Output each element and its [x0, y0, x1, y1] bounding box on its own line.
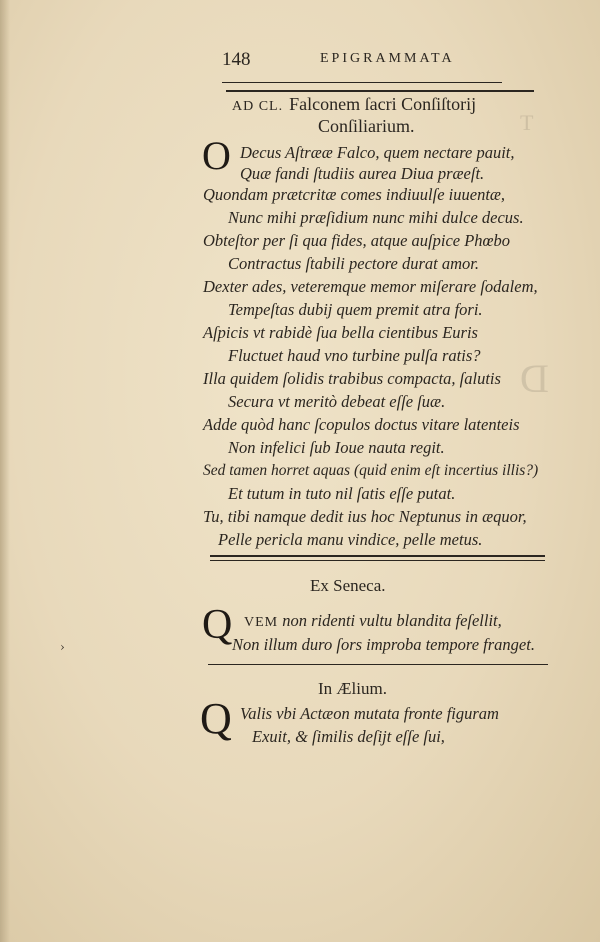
margin-mark: ›: [60, 640, 65, 654]
drop-cap: O: [202, 133, 231, 178]
section-rule: [208, 664, 548, 665]
verse-line: Pelle pericla manu vindice, pelle metus.: [218, 530, 483, 549]
verse-line: Obteſtor per ſi qua fides, atque auſpice Phœbo: [203, 231, 511, 250]
verse-line: Tu, tibi namque dedit ius hoc Neptunus in æquor,: [203, 507, 527, 526]
verse-line: Nunc mihi præſidium nunc mihi dulce decus.: [228, 208, 524, 227]
verse-line: Quondam prætcritæ comes indiuulſe iuuentæ,: [203, 185, 506, 204]
verse-line: Decus Aſtrææ Falco, quem nectare pauit,: [240, 143, 515, 162]
show-through-text: T: [520, 110, 534, 135]
page-header: [222, 47, 492, 73]
drop-cap: Q: [202, 602, 233, 648]
verse-line: Sed tamen horret aquas (quid enim eſt incertius illis?): [203, 462, 539, 479]
verse-line: Contractus ſtabili pectore durat amor.: [228, 254, 480, 273]
drop-cap: Q: [200, 694, 232, 743]
page-number: 148: [222, 49, 251, 70]
section-rule: [210, 555, 545, 557]
verse-line: Et tutum in tuto nil ſatis eſſe putat.: [228, 484, 456, 503]
epigram-title: [232, 94, 476, 115]
verse-line: Dexter ades, veteremque memor miſerare ſodalem,: [203, 277, 538, 296]
epigram-title: In Ælium.: [318, 679, 387, 698]
verse-line: Valis vbi Actæon mutata fronte figuram: [240, 704, 499, 723]
running-head: EPIGRAMMATA: [320, 51, 455, 66]
title-prefix: AD CL.: [232, 99, 284, 114]
header-rule: [222, 82, 502, 83]
verse-text: non ridenti vultu blandita feſellit,: [282, 611, 502, 630]
page-gutter-shadow: [0, 0, 10, 942]
verse-line: Aſpicis vt rabidè ſua bella cientibus Euris: [203, 323, 478, 342]
verse-line: Adde quòd hanc ſcopulos doctus vitare latenteis: [203, 415, 520, 434]
verse-line: Tempeſtas dubij quem premit atra fori.: [228, 300, 483, 319]
epigram-title: Ex Seneca.: [310, 576, 386, 595]
verse-line: Illa quidem ſolidis trabibus compacta, ſalutis: [203, 369, 501, 388]
title-text: Falconem ſacri Conſiſtorij: [289, 94, 477, 114]
verse-line: Non illum duro ſors improba tempore franget.: [232, 635, 535, 654]
verse-line: Exuit, & ſimilis deſijt eſſe ſui,: [252, 727, 445, 746]
verse-line: Fluctuet haud vno turbine pulſa ratis?: [228, 346, 481, 365]
show-through-text: D: [520, 356, 549, 401]
title-rule: [226, 90, 534, 92]
verse-line: [244, 613, 502, 630]
verse-line: Non infelici ſub Ioue nauta regit.: [228, 438, 445, 457]
verse-first-word: VEM: [244, 615, 279, 630]
verse-line: Quæ fandi ſtudiis aurea Diua præeſt.: [240, 164, 485, 183]
verse-line: Secura vt meritò debeat eſſe ſuæ.: [228, 392, 446, 411]
section-rule: [210, 560, 545, 561]
epigram-title-line2: Conſiliarium.: [318, 116, 415, 136]
